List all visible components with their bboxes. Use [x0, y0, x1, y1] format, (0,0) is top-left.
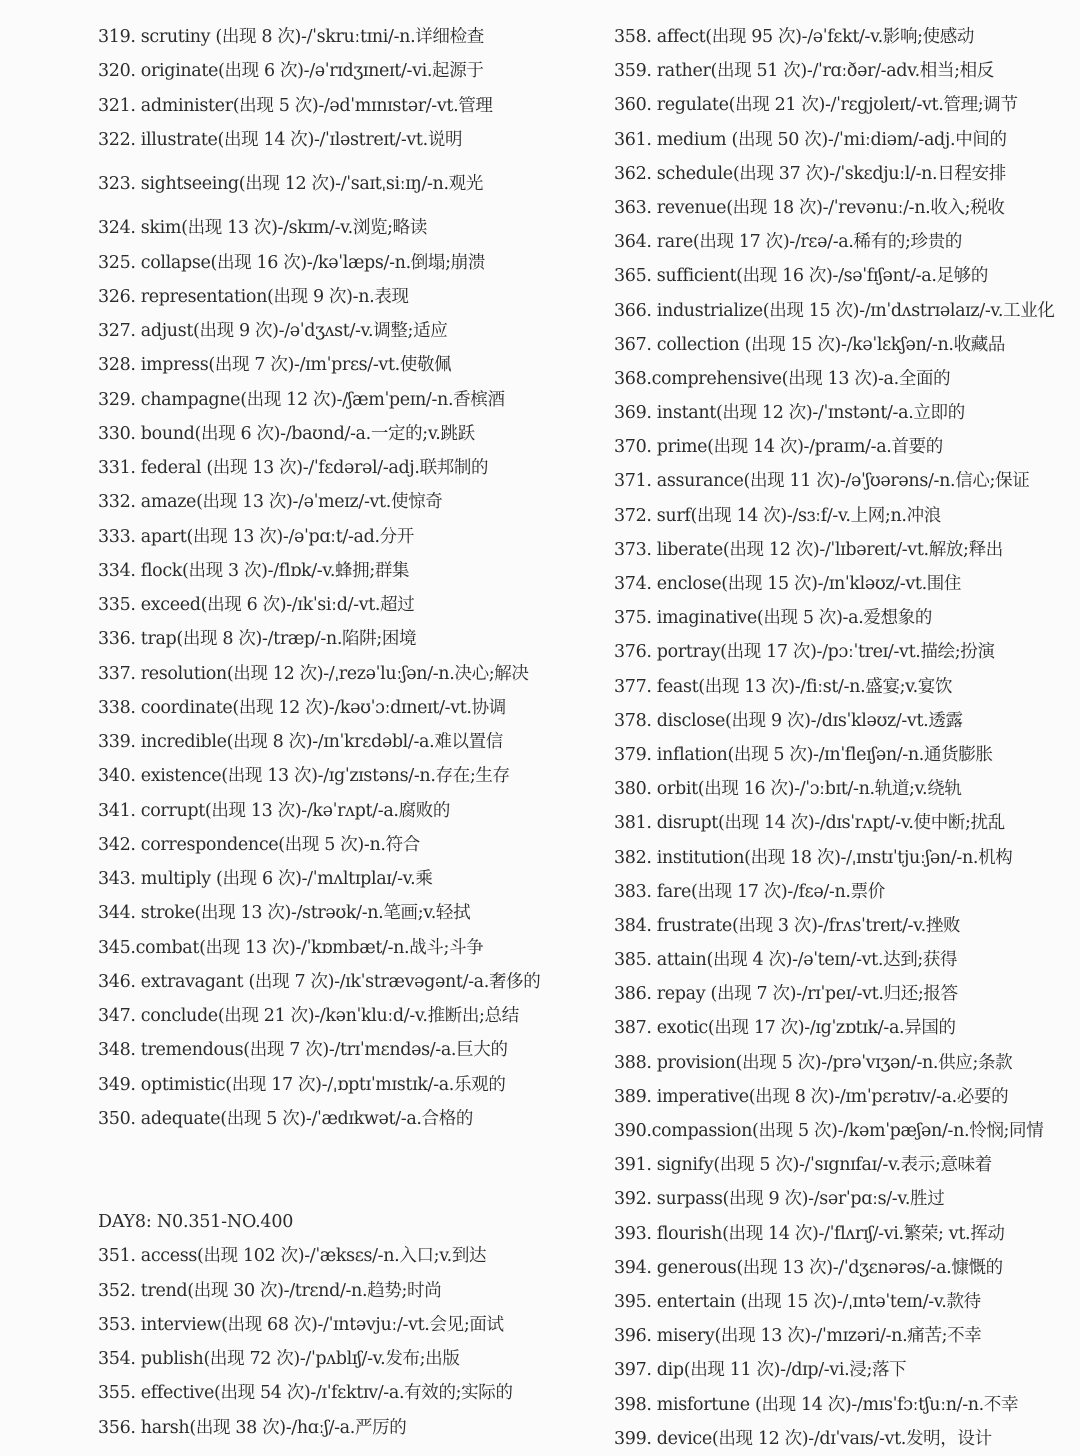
vocab-entry: 383. fare(出现 17 次)-/fɛə/-n.票价: [614, 881, 885, 902]
vocab-entry: 377. feast(出现 13 次)-/fiːst/-n.盛宴;v.宴饮: [614, 676, 953, 697]
vocab-entry: 350. adequate(出现 5 次)-/ˈædɪkwət/-a.合格的: [98, 1108, 474, 1129]
vocab-entry: 365. sufficient(出现 16 次)-/səˈfɪʃənt/-a.足够的: [614, 266, 988, 287]
vocab-entry: 385. attain(出现 4 次)-/əˈteɪn/-vt.达到;获得: [614, 950, 958, 971]
vocab-entry: 353. interview(出现 68 次)-/ˈɪntəvjuː/-vt.会见;面试: [98, 1314, 504, 1335]
vocab-entry: 360. regulate(出现 21 次)-/ˈrɛgjʊleɪt/-vt.管理;调节: [614, 95, 1018, 116]
vocab-entry: 328. impress(出现 7 次)-/ɪmˈprɛs/-vt.使敬佩: [98, 355, 452, 376]
vocab-entry: 332. amaze(出现 13 次)-/əˈmeɪz/-vt.使惊奇: [98, 492, 443, 513]
vocab-entry: 323. sightseeing(出现 12 次)-/ˈsaɪtˌsiːɪŋ/-n.观光: [98, 174, 483, 194]
vocab-entry: 373. liberate(出现 12 次)-/ˈlɪbəreɪt/-vt.解放;释出: [614, 539, 1003, 560]
vocab-entry: 361. medium (出现 50 次)-/ˈmiːdiəm/-adj.中间的: [614, 129, 1007, 150]
vocab-entry: 384. frustrate(出现 3 次)-/frʌsˈtreɪt/-v.挫败: [614, 915, 961, 936]
vocab-entry: 335. exceed(出现 6 次)-/ɪkˈsiːd/-vt.超过: [98, 595, 415, 615]
vocab-entry: 334. flock(出现 3 次)-/flɒk/-v.蜂拥;群集: [98, 560, 410, 581]
vocab-entry: 394. generous(出现 13 次)-/ˈdʒɛnərəs/-a.慷慨的: [614, 1257, 1003, 1278]
vocab-entry: 324. skim(出现 13 次)-/skɪm/-v.浏览;略读: [98, 218, 427, 239]
left-mid-entries: [98, 167, 568, 201]
vocab-entry: 382. institution(出现 18 次)-/ˌɪnstɪˈtjuːʃən/-n.机构: [614, 847, 1013, 868]
vocab-entry: 390.compassion(出现 5 次)-/kəmˈpæʃən/-n.怜悯;同情: [614, 1121, 1044, 1141]
vocab-entry: 368.comprehensive(出现 13 次)-a.全面的: [614, 368, 951, 389]
left-column: [98, 20, 568, 1445]
vocab-entry: 331. federal (出现 13 次)-/ˈfɛdərəl/-adj.联邦制的: [98, 458, 489, 478]
vocab-entry: 341. corrupt(出现 13 次)-/kəˈrʌpt/-a.腐败的: [98, 800, 451, 821]
vocab-entry: 398. misfortune (出现 14 次)-/mɪsˈfɔːtʃuːn/-n.不幸: [614, 1394, 1019, 1415]
vocab-entry: 329. champagne(出现 12 次)-/ʃæmˈpeɪn/-n.香槟酒: [98, 389, 505, 410]
vocab-entry: 386. repay (出现 7 次)-/rɪˈpeɪ/-vt.归还;报答: [614, 984, 958, 1005]
vocab-entry: 396. misery(出现 13 次)-/ˈmɪzəri/-n.痛苦;不幸: [614, 1326, 982, 1347]
vocab-entry: 336. trap(出现 8 次)-/træp/-n.陷阱;困境: [98, 629, 417, 650]
vocab-entry: 352. trend(出现 30 次)-/trɛnd/-n.趋势;时尚: [98, 1280, 442, 1301]
vocab-entry: 370. prime(出现 14 次)-/praɪm/-a.首要的: [614, 437, 943, 458]
vocab-entry: 369. instant(出现 12 次)-/ˈɪnstənt/-a.立即的: [614, 403, 965, 424]
vocab-entry: 358. affect(出现 95 次)-/əˈfɛkt/-v.影响;使感动: [614, 27, 975, 47]
vocab-entry: 319. scrutiny (出现 8 次)-/ˈskruːtɪni/-n.详细检查: [98, 27, 484, 47]
vocab-entry: 321. administer(出现 5 次)-/ədˈmɪnɪstər/-vt.管理: [98, 95, 493, 116]
left-main-entries: [98, 211, 568, 1136]
vocab-entry: 392. surpass(出现 9 次)-/sərˈpɑːs/-v.胜过: [614, 1189, 945, 1210]
vocab-entry: 376. portray(出现 17 次)-/pɔːˈtreɪ/-vt.描绘;扮演: [614, 642, 995, 663]
vocab-entry: 399. device(出现 12 次)-/dɪˈvaɪs/-vt.发明，设计: [614, 1428, 992, 1449]
left-bottom-entries: [98, 1239, 568, 1445]
vocab-entry: 380. orbit(出现 16 次)-/ˈɔːbɪt/-n.轨道;v.绕轨: [614, 779, 962, 800]
vocab-entry: 343. multiply (出现 6 次)-/ˈmʌltɪplaɪ/-v.乘: [98, 869, 433, 889]
vocab-entry: 371. assurance(出现 11 次)-/əˈʃʊərəns/-n.信心;保证: [614, 471, 1030, 492]
vocab-entry: 374. enclose(出现 15 次)-/ɪnˈkləʊz/-vt.围住: [614, 574, 962, 594]
vocab-entry: 351. access(出现 102 次)-/ˈæksɛs/-n.入口;v.到达: [98, 1246, 487, 1267]
vocab-entry: 325. collapse(出现 16 次)-/kəˈlæps/-n.倒塌;崩溃: [98, 252, 485, 273]
vocab-entry: 337. resolution(出现 12 次)-/ˌrezəˈluːʃən/-n.决心;解决: [98, 663, 529, 684]
vocab-entry: 395. entertain (出现 15 次)-/ˌɪntəˈteɪn/-v.款待: [614, 1291, 981, 1312]
vocab-entry: 378. disclose(出现 9 次)-/dɪsˈkləʊz/-vt.透露: [614, 710, 963, 731]
vocab-entry: 381. disrupt(出现 14 次)-/dɪsˈrʌpt/-v.使中断;扰乱: [614, 813, 1005, 834]
vocab-entry: 340. existence(出现 13 次)-/ɪgˈzɪstəns/-n.存在;生存: [98, 766, 510, 787]
vocab-entry: 367. collection (出现 15 次)-/kəˈlɛkʃən/-n.收藏品: [614, 334, 1006, 355]
vocab-entry: 347. conclude(出现 21 次)-/kənˈkluːd/-v.推断出;总结: [98, 1006, 519, 1026]
vocab-entry: 375. imaginative(出现 5 次)-a.爱想象的: [614, 608, 933, 629]
right-entries: [614, 20, 1076, 1456]
vocab-entry: 359. rather(出现 51 次)-/ˈrɑːðər/-adv.相当;相反: [614, 61, 994, 82]
vocab-entry: 345.combat(出现 13 次)-/ˈkɒmbæt/-n.战斗;斗争: [98, 937, 484, 958]
vocab-entry: 387. exotic(出现 17 次)-/ɪgˈzɒtɪk/-a.异国的: [614, 1018, 956, 1039]
vocab-entry: 389. imperative(出现 8 次)-/ɪmˈpɛrətɪv/-a.必要的: [614, 1086, 1009, 1107]
vocab-entry: 344. stroke(出现 13 次)-/strəʊk/-n.笔画;v.轻拭: [98, 903, 471, 924]
vocab-entry: 354. publish(出现 72 次)-/ˈpʌblɪʃ/-v.发布;出版: [98, 1349, 460, 1369]
spacer: [98, 201, 568, 211]
vocab-entry: 363. revenue(出现 18 次)-/ˈrevənuː/-n.收入;税收: [614, 197, 1005, 218]
spacer: [98, 157, 568, 167]
vocab-entry: 372. surf(出现 14 次)-/sɜːf/-v.上网;n.冲浪: [614, 505, 941, 526]
vocab-entry: 379. inflation(出现 5 次)-/ɪnˈfleɪʃən/-n.通货膨胀: [614, 744, 993, 765]
vocab-entry: 330. bound(出现 6 次)-/baʊnd/-a.一定的;v.跳跃: [98, 423, 475, 444]
vocab-entry: 391. signify(出现 5 次)-/ˈsɪgnɪfaɪ/-v.表示;意味着: [614, 1155, 992, 1176]
vocab-entry: 322. illustrate(出现 14 次)-/ˈɪləstreɪt/-vt.说明: [98, 129, 463, 150]
vocab-entry: 388. provision(出现 5 次)-/prəˈvɪʒən/-n.供应;条款: [614, 1052, 1013, 1073]
vocab-entry: 393. flourish(出现 14 次)-/ˈflʌrɪʃ/-vi.繁荣; vt.挥动: [614, 1223, 1005, 1244]
vocab-entry: 327. adjust(出现 9 次)-/əˈdʒʌst/-v.调整;适应: [98, 321, 448, 341]
vocab-entry: 333. apart(出现 13 次)-/əˈpɑːt/-ad.分开: [98, 526, 414, 547]
vocab-entry: 342. correspondence(出现 5 次)-n.符合: [98, 834, 420, 855]
vocab-entry: 320. originate(出现 6 次)-/əˈrɪdʒɪneɪt/-vi.起源于: [98, 61, 484, 82]
vocab-entry: 355. effective(出现 54 次)-/ɪˈfɛktɪv/-a.有效的;实际的: [98, 1383, 513, 1404]
vocab-entry: 338. coordinate(出现 12 次)-/kəʊˈɔːdɪneɪt/-vt.协调: [98, 697, 506, 718]
vocab-entry: 366. industrialize(出现 15 次)-/ɪnˈdʌstrɪəlaɪz/-v.工业化: [614, 300, 1055, 321]
left-top-entries: [98, 20, 568, 157]
vocab-entry: 362. schedule(出现 37 次)-/ˈskɛdjuːl/-n.日程安排: [614, 163, 1006, 184]
vocab-entry: 356. harsh(出现 38 次)-/hɑːʃ/-a.严厉的: [98, 1417, 407, 1438]
vocab-entry: 346. extravagant (出现 7 次)-/ɪkˈstrævəgənt/-a.奢侈的: [98, 971, 541, 992]
vocab-entry: 339. incredible(出现 8 次)-/ɪnˈkrɛdəbl/-a.难以置信: [98, 732, 503, 752]
day-heading: DAY8: N0.351-NO.400: [98, 1212, 294, 1232]
vocab-entry: 397. dip(出现 11 次)-/dɪp/-vi.浸;落下: [614, 1360, 907, 1381]
vocab-entry: 326. representation(出现 9 次)-n.表现: [98, 286, 409, 307]
vocab-entry: 348. tremendous(出现 7 次)-/trɪˈmɛndəs/-a.巨大的: [98, 1040, 508, 1061]
vocab-entry: 364. rare(出现 17 次)-/rɛə/-a.稀有的;珍贵的: [614, 232, 962, 253]
right-column: [614, 20, 1076, 1456]
vocab-entry: 349. optimistic(出现 17 次)-/ˌɒptɪˈmɪstɪk/-a.乐观的: [98, 1074, 506, 1095]
spacer: [98, 1136, 568, 1205]
